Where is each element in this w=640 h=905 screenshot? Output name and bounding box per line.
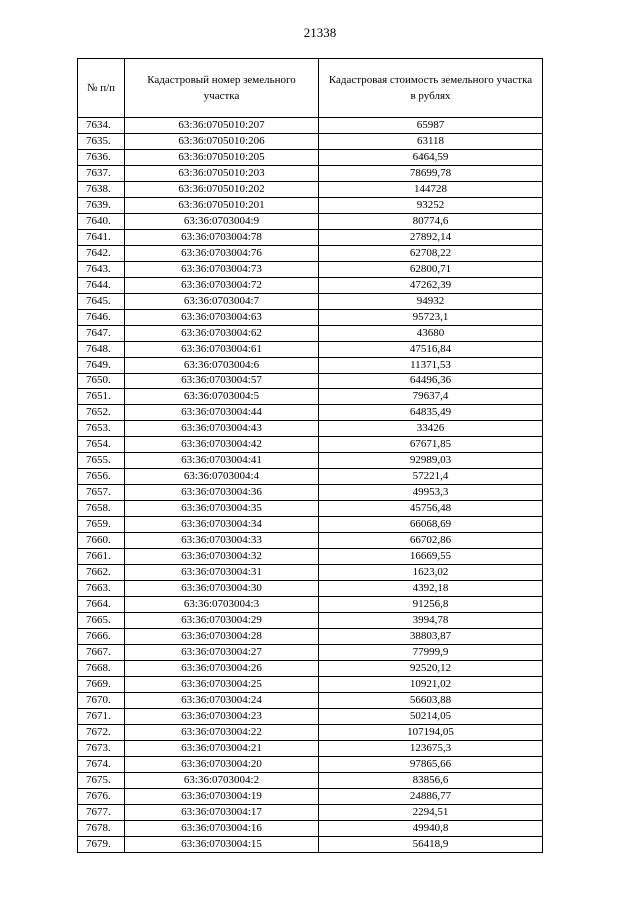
row-number-cell: 7650. bbox=[78, 373, 125, 389]
table-row bbox=[78, 597, 543, 613]
cadastral-value-cell: 24886,77 bbox=[319, 788, 543, 804]
row-number-cell: 7672. bbox=[78, 724, 125, 740]
row-number-cell: 7666. bbox=[78, 629, 125, 645]
table-row bbox=[78, 676, 543, 692]
cadastral-value-cell: 49940,8 bbox=[319, 820, 543, 836]
table-row bbox=[78, 245, 543, 261]
row-number-cell: 7670. bbox=[78, 692, 125, 708]
cadastral-value-cell: 107194,05 bbox=[319, 724, 543, 740]
cadastral-value-cell: 6464,59 bbox=[319, 149, 543, 165]
row-number-cell: 7665. bbox=[78, 613, 125, 629]
cadastral-number-cell: 63:36:0705010:202 bbox=[125, 181, 319, 197]
table-row bbox=[78, 405, 543, 421]
table-row bbox=[78, 836, 543, 852]
table-row bbox=[78, 309, 543, 325]
table-row bbox=[78, 149, 543, 165]
cadastral-number-cell: 63:36:0705010:203 bbox=[125, 165, 319, 181]
row-number-cell: 7673. bbox=[78, 740, 125, 756]
row-number-cell: 7678. bbox=[78, 820, 125, 836]
cadastral-number-cell: 63:36:0703004:62 bbox=[125, 325, 319, 341]
cadastral-value-cell: 16669,55 bbox=[319, 549, 543, 565]
row-number-cell: 7645. bbox=[78, 293, 125, 309]
table-row bbox=[78, 197, 543, 213]
cadastral-value-cell: 56603,88 bbox=[319, 692, 543, 708]
cadastral-value-cell: 97865,66 bbox=[319, 756, 543, 772]
cadastral-number-cell: 63:36:0703004:42 bbox=[125, 437, 319, 453]
table-row bbox=[78, 341, 543, 357]
row-number-cell: 7657. bbox=[78, 485, 125, 501]
cadastral-number-cell: 63:36:0703004:19 bbox=[125, 788, 319, 804]
row-number-cell: 7659. bbox=[78, 517, 125, 533]
cadastral-number-cell: 63:36:0705010:205 bbox=[125, 149, 319, 165]
row-number-cell: 7658. bbox=[78, 501, 125, 517]
row-number-cell: 7641. bbox=[78, 229, 125, 245]
header-row-number: № п/п bbox=[78, 59, 125, 118]
table-row bbox=[78, 756, 543, 772]
row-number-cell: 7654. bbox=[78, 437, 125, 453]
row-number-cell: 7655. bbox=[78, 453, 125, 469]
row-number-cell: 7669. bbox=[78, 676, 125, 692]
row-number-cell: 7671. bbox=[78, 708, 125, 724]
page-number: 21338 bbox=[303, 25, 337, 40]
cadastral-number-cell: 63:36:0703004:30 bbox=[125, 581, 319, 597]
cadastral-value-cell: 77999,9 bbox=[319, 644, 543, 660]
cadastral-value-cell: 57221,4 bbox=[319, 469, 543, 485]
table-row bbox=[78, 613, 543, 629]
cadastral-value-cell: 47516,84 bbox=[319, 341, 543, 357]
row-number-cell: 7677. bbox=[78, 804, 125, 820]
table-row bbox=[78, 229, 543, 245]
cadastral-number-cell: 63:36:0705010:207 bbox=[125, 118, 319, 134]
cadastral-value-cell: 27892,14 bbox=[319, 229, 543, 245]
cadastral-number-cell: 63:36:0705010:201 bbox=[125, 197, 319, 213]
cadastral-number-cell: 63:36:0703004:22 bbox=[125, 724, 319, 740]
cadastral-number-cell: 63:36:0703004:9 bbox=[125, 213, 319, 229]
table-row bbox=[78, 692, 543, 708]
cadastral-number-cell: 63:36:0703004:6 bbox=[125, 357, 319, 373]
row-number-cell: 7674. bbox=[78, 756, 125, 772]
cadastral-value-cell: 144728 bbox=[319, 181, 543, 197]
row-number-cell: 7637. bbox=[78, 165, 125, 181]
row-number-cell: 7634. bbox=[78, 118, 125, 134]
cadastral-number-cell: 63:36:0703004:34 bbox=[125, 517, 319, 533]
cadastral-number-cell: 63:36:0703004:5 bbox=[125, 389, 319, 405]
row-number-cell: 7675. bbox=[78, 772, 125, 788]
cadastral-value-cell: 79637,4 bbox=[319, 389, 543, 405]
row-number-cell: 7635. bbox=[78, 133, 125, 149]
row-number-cell: 7643. bbox=[78, 261, 125, 277]
table-row bbox=[78, 644, 543, 660]
cadastral-value-cell: 2294,51 bbox=[319, 804, 543, 820]
row-number-cell: 7652. bbox=[78, 405, 125, 421]
row-number-cell: 7642. bbox=[78, 245, 125, 261]
table-row bbox=[78, 213, 543, 229]
cadastral-number-cell: 63:36:0703004:2 bbox=[125, 772, 319, 788]
header-cadastral-number: Кадастровый номер земельного участка bbox=[125, 59, 319, 118]
cadastral-value-cell: 64496,36 bbox=[319, 373, 543, 389]
table-row bbox=[78, 788, 543, 804]
table-row bbox=[78, 421, 543, 437]
table-row bbox=[78, 293, 543, 309]
cadastral-value-cell: 64835,49 bbox=[319, 405, 543, 421]
cadastral-value-cell: 123675,3 bbox=[319, 740, 543, 756]
table-row bbox=[78, 437, 543, 453]
cadastral-value-cell: 33426 bbox=[319, 421, 543, 437]
cadastral-number-cell: 63:36:0703004:16 bbox=[125, 820, 319, 836]
cadastral-number-cell: 63:36:0703004:32 bbox=[125, 549, 319, 565]
table-row bbox=[78, 389, 543, 405]
cadastral-number-cell: 63:36:0703004:73 bbox=[125, 261, 319, 277]
cadastral-number-cell: 63:36:0703004:4 bbox=[125, 469, 319, 485]
table-row bbox=[78, 357, 543, 373]
row-number-cell: 7644. bbox=[78, 277, 125, 293]
cadastral-value-cell: 80774,6 bbox=[319, 213, 543, 229]
table-row bbox=[78, 181, 543, 197]
cadastral-number-cell: 63:36:0703004:57 bbox=[125, 373, 319, 389]
row-number-cell: 7663. bbox=[78, 581, 125, 597]
row-number-cell: 7651. bbox=[78, 389, 125, 405]
cadastral-value-cell: 66702,86 bbox=[319, 533, 543, 549]
cadastral-number-cell: 63:36:0703004:23 bbox=[125, 708, 319, 724]
cadastral-number-cell: 63:36:0703004:29 bbox=[125, 613, 319, 629]
cadastral-value-cell: 1623,02 bbox=[319, 565, 543, 581]
table-row bbox=[78, 261, 543, 277]
cadastral-number-cell: 63:36:0703004:24 bbox=[125, 692, 319, 708]
row-number-cell: 7668. bbox=[78, 660, 125, 676]
cadastral-value-cell: 62708,22 bbox=[319, 245, 543, 261]
table-row bbox=[78, 485, 543, 501]
table-row bbox=[78, 453, 543, 469]
cadastral-value-cell: 3994,78 bbox=[319, 613, 543, 629]
table-row bbox=[78, 629, 543, 645]
cadastral-number-cell: 63:36:0703004:78 bbox=[125, 229, 319, 245]
cadastral-value-cell: 38803,87 bbox=[319, 629, 543, 645]
table-row bbox=[78, 820, 543, 836]
row-number-cell: 7679. bbox=[78, 836, 125, 852]
table-row bbox=[78, 165, 543, 181]
row-number-cell: 7636. bbox=[78, 149, 125, 165]
cadastral-value-cell: 49953,3 bbox=[319, 485, 543, 501]
cadastral-number-cell: 63:36:0703004:28 bbox=[125, 629, 319, 645]
cadastral-value-table bbox=[77, 58, 543, 853]
cadastral-value-cell: 78699,78 bbox=[319, 165, 543, 181]
cadastral-number-cell: 63:36:0703004:72 bbox=[125, 277, 319, 293]
cadastral-value-cell: 83856,6 bbox=[319, 772, 543, 788]
cadastral-value-cell: 4392,18 bbox=[319, 581, 543, 597]
cadastral-number-cell: 63:36:0705010:206 bbox=[125, 133, 319, 149]
table-row bbox=[78, 708, 543, 724]
table-body bbox=[78, 118, 543, 853]
cadastral-value-cell: 92520,12 bbox=[319, 660, 543, 676]
cadastral-number-cell: 63:36:0703004:41 bbox=[125, 453, 319, 469]
row-number-cell: 7660. bbox=[78, 533, 125, 549]
cadastral-value-cell: 10921,02 bbox=[319, 676, 543, 692]
table-row bbox=[78, 118, 543, 134]
table-row bbox=[78, 724, 543, 740]
table-row bbox=[78, 740, 543, 756]
cadastral-number-cell: 63:36:0703004:15 bbox=[125, 836, 319, 852]
cadastral-value-cell: 66068,69 bbox=[319, 517, 543, 533]
cadastral-number-cell: 63:36:0703004:21 bbox=[125, 740, 319, 756]
cadastral-value-cell: 95723,1 bbox=[319, 309, 543, 325]
header-cadastral-value: Кадастровая стоимость земельного участка в рублях bbox=[319, 59, 543, 118]
row-number-cell: 7653. bbox=[78, 421, 125, 437]
cadastral-number-cell: 63:36:0703004:36 bbox=[125, 485, 319, 501]
row-number-cell: 7656. bbox=[78, 469, 125, 485]
table-row bbox=[78, 469, 543, 485]
cadastral-value-cell: 56418,9 bbox=[319, 836, 543, 852]
cadastral-value-cell: 63118 bbox=[319, 133, 543, 149]
cadastral-number-cell: 63:36:0703004:25 bbox=[125, 676, 319, 692]
row-number-cell: 7646. bbox=[78, 309, 125, 325]
row-number-cell: 7649. bbox=[78, 357, 125, 373]
row-number-cell: 7648. bbox=[78, 341, 125, 357]
table-row bbox=[78, 549, 543, 565]
cadastral-number-cell: 63:36:0703004:35 bbox=[125, 501, 319, 517]
cadastral-value-cell: 67671,85 bbox=[319, 437, 543, 453]
cadastral-number-cell: 63:36:0703004:7 bbox=[125, 293, 319, 309]
cadastral-value-cell: 93252 bbox=[319, 197, 543, 213]
row-number-cell: 7638. bbox=[78, 181, 125, 197]
row-number-cell: 7676. bbox=[78, 788, 125, 804]
cadastral-value-cell: 65987 bbox=[319, 118, 543, 134]
table-header-row bbox=[78, 59, 543, 118]
cadastral-number-cell: 63:36:0703004:31 bbox=[125, 565, 319, 581]
row-number-cell: 7662. bbox=[78, 565, 125, 581]
cadastral-number-cell: 63:36:0703004:33 bbox=[125, 533, 319, 549]
cadastral-value-cell: 45756,48 bbox=[319, 501, 543, 517]
cadastral-value-cell: 94932 bbox=[319, 293, 543, 309]
cadastral-number-cell: 63:36:0703004:44 bbox=[125, 405, 319, 421]
cadastral-value-cell: 91256,8 bbox=[319, 597, 543, 613]
row-number-cell: 7664. bbox=[78, 597, 125, 613]
row-number-cell: 7647. bbox=[78, 325, 125, 341]
cadastral-value-cell: 11371,53 bbox=[319, 357, 543, 373]
table-row bbox=[78, 133, 543, 149]
table-row bbox=[78, 772, 543, 788]
cadastral-number-cell: 63:36:0703004:17 bbox=[125, 804, 319, 820]
cadastral-number-cell: 63:36:0703004:43 bbox=[125, 421, 319, 437]
cadastral-number-cell: 63:36:0703004:76 bbox=[125, 245, 319, 261]
table-row bbox=[78, 581, 543, 597]
cadastral-value-cell: 92989,03 bbox=[319, 453, 543, 469]
table-row bbox=[78, 517, 543, 533]
row-number-cell: 7667. bbox=[78, 644, 125, 660]
cadastral-number-cell: 63:36:0703004:63 bbox=[125, 309, 319, 325]
row-number-cell: 7661. bbox=[78, 549, 125, 565]
table-row bbox=[78, 565, 543, 581]
table-row bbox=[78, 501, 543, 517]
cadastral-value-cell: 62800,71 bbox=[319, 261, 543, 277]
table-row bbox=[78, 325, 543, 341]
table-row bbox=[78, 277, 543, 293]
row-number-cell: 7640. bbox=[78, 213, 125, 229]
cadastral-number-cell: 63:36:0703004:27 bbox=[125, 644, 319, 660]
cadastral-number-cell: 63:36:0703004:3 bbox=[125, 597, 319, 613]
cadastral-number-cell: 63:36:0703004:26 bbox=[125, 660, 319, 676]
table-row bbox=[78, 660, 543, 676]
cadastral-value-cell: 47262,39 bbox=[319, 277, 543, 293]
cadastral-number-cell: 63:36:0703004:61 bbox=[125, 341, 319, 357]
table-row bbox=[78, 804, 543, 820]
row-number-cell: 7639. bbox=[78, 197, 125, 213]
cadastral-value-cell: 43680 bbox=[319, 325, 543, 341]
table-row bbox=[78, 533, 543, 549]
cadastral-value-cell: 50214,05 bbox=[319, 708, 543, 724]
cadastral-number-cell: 63:36:0703004:20 bbox=[125, 756, 319, 772]
table-row bbox=[78, 373, 543, 389]
